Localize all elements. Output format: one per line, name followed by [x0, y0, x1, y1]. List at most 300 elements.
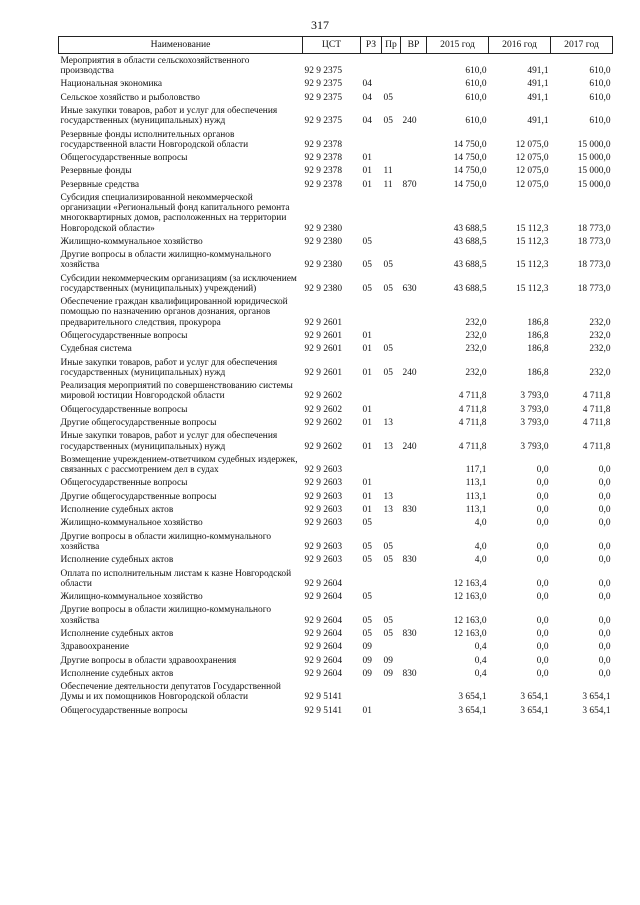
table-row [59, 128, 613, 152]
cell-2016: 491,1 [527, 92, 549, 103]
cell-name: Резервные фонды [60, 166, 132, 177]
table-row [59, 178, 613, 191]
cell-vr: 240 [402, 367, 417, 378]
cell-pr: 13 [383, 505, 393, 516]
cell-2017: 610,0 [589, 116, 611, 127]
cell-pr: 05 [383, 283, 393, 294]
cell-2015: 4,0 [474, 518, 487, 529]
table-row [59, 627, 613, 640]
cell-cst: 92 9 2604 [304, 592, 342, 603]
cell-vr: 630 [402, 283, 417, 294]
table-row [59, 453, 613, 477]
cell-2016: 186,8 [527, 367, 549, 378]
cell-2015: 14 750,0 [453, 153, 487, 164]
cell-2016: 15 112,3 [516, 283, 549, 294]
cell-2015: 43 688,5 [453, 283, 487, 294]
cell-2016: 12 075,0 [515, 166, 549, 177]
cell-2017: 0,0 [598, 505, 611, 516]
cell-rz: 01 [362, 367, 372, 378]
table-row [59, 235, 613, 248]
cell-cst: 92 9 2604 [304, 668, 342, 679]
cell-2016: 3 793,0 [520, 441, 549, 452]
cell-2015: 43 688,5 [453, 223, 487, 234]
cell-2015: 3 654,1 [458, 692, 487, 703]
cell-2015: 14 750,0 [453, 139, 487, 150]
cell-pr: 05 [383, 555, 393, 566]
cell-2016: 0,0 [536, 578, 549, 589]
cell-2016: 0,0 [536, 518, 549, 529]
cell-pr [382, 517, 401, 530]
table-row [59, 296, 613, 330]
cell-name: Исполнение судебных актов [60, 668, 174, 679]
cell-2016: 0,0 [536, 491, 549, 502]
cell-2015: 610,0 [465, 92, 487, 103]
cell-2017: 4 711,8 [582, 404, 611, 415]
table-row [59, 78, 613, 91]
cell-pr: 13 [383, 418, 393, 429]
table-row [59, 192, 613, 236]
cell-2016: 3 654,1 [520, 692, 549, 703]
table-row [59, 567, 613, 591]
cell-vr [401, 235, 427, 248]
cell-2017: 18 773,0 [577, 260, 611, 271]
cell-2016: 12 075,0 [515, 179, 549, 190]
cell-2017: 15 000,0 [577, 179, 611, 190]
cell-name: Другие вопросы в области жилищно-коммунального хозяйства [60, 605, 272, 626]
cell-2017: 0,0 [598, 518, 611, 529]
cell-rz: 05 [362, 615, 372, 626]
cell-2017: 4 711,8 [582, 441, 611, 452]
cell-cst: 92 9 2604 [304, 655, 342, 666]
cell-rz: 05 [362, 283, 372, 294]
cell-pr [382, 296, 401, 330]
cell-rz: 09 [362, 642, 372, 653]
cell-pr: 11 [383, 179, 393, 190]
cell-pr: 05 [383, 116, 393, 127]
cell-vr [401, 704, 427, 717]
cell-2017: 18 773,0 [577, 223, 611, 234]
cell-vr [401, 152, 427, 165]
cell-2017: 3 654,1 [582, 705, 611, 716]
table-row [59, 477, 613, 490]
cell-2017: 0,0 [598, 655, 611, 666]
cell-name: Судебная система [60, 344, 132, 355]
table-row [59, 54, 613, 78]
cell-pr [382, 54, 401, 78]
cell-2017: 18 773,0 [577, 236, 611, 247]
cell-rz: 05 [362, 541, 372, 552]
header-2015: 2015 год [427, 37, 489, 54]
cell-cst: 92 9 2375 [304, 79, 342, 90]
cell-vr [401, 641, 427, 654]
cell-2015: 4 711,8 [458, 391, 487, 402]
table-row [59, 416, 613, 429]
cell-2016: 0,0 [536, 592, 549, 603]
cell-2015: 232,0 [465, 344, 487, 355]
cell-rz: 01 [362, 441, 372, 452]
cell-pr [382, 681, 401, 705]
cell-vr [401, 453, 427, 477]
cell-name: Жилищно-коммунальное хозяйство [60, 592, 203, 603]
table-row [59, 249, 613, 273]
cell-2016: 12 075,0 [515, 153, 549, 164]
table-row [59, 272, 613, 296]
cell-name: Общегосударственные вопросы [60, 705, 188, 716]
table-row [59, 590, 613, 603]
cell-pr [382, 329, 401, 342]
cell-vr [401, 192, 427, 236]
cell-vr: 830 [402, 628, 417, 639]
cell-name: Исполнение судебных актов [60, 628, 174, 639]
table-row [59, 343, 613, 356]
cell-cst: 92 9 2378 [304, 139, 342, 150]
cell-rz [361, 296, 382, 330]
cell-2015: 232,0 [465, 330, 487, 341]
cell-name: Иные закупки товаров, работ и услуг для обеспечения государственных (муниципальных) нужд [60, 431, 278, 452]
cell-2016: 0,0 [536, 465, 549, 476]
cell-2015: 12 163,0 [453, 592, 487, 603]
cell-2015: 4 711,8 [458, 418, 487, 429]
cell-cst: 92 9 2603 [304, 505, 342, 516]
cell-vr: 830 [402, 505, 417, 516]
cell-name: Исполнение судебных актов [60, 555, 174, 566]
table-row [59, 430, 613, 454]
cell-2016: 0,0 [536, 642, 549, 653]
table-row [59, 554, 613, 567]
cell-2015: 12 163,0 [453, 628, 487, 639]
cell-2015: 4 711,8 [458, 404, 487, 415]
cell-pr [382, 192, 401, 236]
cell-2015: 43 688,5 [453, 236, 487, 247]
cell-name: Иные закупки товаров, работ и услуг для обеспечения государственных (муниципальных) нужд [60, 106, 278, 127]
cell-2016: 0,0 [536, 628, 549, 639]
cell-vr [401, 490, 427, 503]
cell-name: Другие вопросы в области жилищно-коммунального хозяйства [60, 250, 272, 271]
cell-cst: 92 9 2380 [304, 260, 342, 271]
cell-name: Исполнение судебных актов [60, 505, 174, 516]
cell-name: Сельское хозяйство и рыболовство [60, 92, 200, 103]
cell-2016: 0,0 [536, 478, 549, 489]
cell-rz: 09 [362, 668, 372, 679]
cell-rz: 01 [362, 344, 372, 355]
cell-vr: 240 [402, 116, 417, 127]
cell-vr: 830 [402, 555, 417, 566]
cell-2016: 186,8 [527, 330, 549, 341]
table-row [59, 165, 613, 178]
cell-name: Возмещение учреждением-ответчиком судебных издержек, связанных с рассмотрением дел в судах [60, 454, 298, 476]
table-row [59, 403, 613, 416]
cell-rz: 01 [362, 179, 372, 190]
cell-2017: 0,0 [598, 628, 611, 639]
cell-2015: 14 750,0 [453, 166, 487, 177]
cell-cst: 92 9 2380 [304, 236, 342, 247]
cell-name: Другие общегосударственные вопросы [60, 418, 217, 429]
cell-vr: 870 [402, 179, 417, 190]
cell-pr: 11 [383, 166, 393, 177]
cell-pr: 13 [383, 491, 393, 502]
cell-2017: 0,0 [598, 465, 611, 476]
cell-2015: 117,1 [465, 465, 487, 476]
table-row [59, 152, 613, 165]
table-row [59, 380, 613, 404]
cell-2017: 0,0 [598, 668, 611, 679]
cell-rz [361, 192, 382, 236]
cell-rz: 05 [362, 260, 372, 271]
cell-vr [401, 343, 427, 356]
cell-2015: 610,0 [465, 66, 487, 77]
cell-2015: 0,4 [474, 655, 487, 666]
table-row [59, 641, 613, 654]
cell-pr [382, 235, 401, 248]
cell-cst: 92 9 2375 [304, 116, 342, 127]
cell-2015: 232,0 [465, 367, 487, 378]
cell-name: Субсидия специализированной некоммерческой организации «Региональный фонд капитального ремонта многоквартирных домов, расположенных на территории Новгородской области» [60, 193, 290, 234]
cell-2016: 0,0 [536, 655, 549, 666]
table-row [59, 105, 613, 129]
header-name: Наименование [59, 37, 303, 54]
cell-vr [401, 567, 427, 591]
cell-2016: 491,1 [527, 79, 549, 90]
cell-cst: 92 9 2601 [304, 330, 342, 341]
cell-pr [382, 704, 401, 717]
cell-vr [401, 329, 427, 342]
table-row [59, 503, 613, 516]
cell-rz [361, 128, 382, 152]
cell-rz: 05 [362, 555, 372, 566]
cell-cst: 92 9 2603 [304, 518, 342, 529]
cell-pr: 05 [383, 628, 393, 639]
cell-name: Резервные средства [60, 179, 140, 190]
cell-2017: 0,0 [598, 615, 611, 626]
cell-rz: 09 [362, 655, 372, 666]
cell-rz [361, 380, 382, 404]
cell-pr [382, 403, 401, 416]
cell-rz: 04 [362, 92, 372, 103]
cell-vr [401, 78, 427, 91]
cell-2015: 113,1 [465, 505, 487, 516]
cell-cst: 92 9 2380 [304, 223, 342, 234]
cell-2016: 15 112,3 [516, 236, 549, 247]
cell-pr: 05 [383, 344, 393, 355]
cell-pr [382, 477, 401, 490]
cell-vr [401, 517, 427, 530]
cell-cst: 92 9 5141 [304, 692, 342, 703]
cell-2015: 0,4 [474, 642, 487, 653]
cell-2015: 232,0 [465, 317, 487, 328]
cell-cst: 92 9 2604 [304, 615, 342, 626]
cell-cst: 92 9 5141 [304, 705, 342, 716]
cell-pr: 09 [383, 668, 393, 679]
cell-name: Другие вопросы в области жилищно-коммунального хозяйства [60, 531, 272, 552]
cell-pr [382, 590, 401, 603]
table-body [59, 54, 613, 718]
cell-rz: 01 [362, 330, 372, 341]
cell-pr [382, 78, 401, 91]
cell-cst: 92 9 2378 [304, 179, 342, 190]
cell-pr: 05 [383, 367, 393, 378]
cell-name: Здравоохранение [60, 642, 129, 653]
cell-vr [401, 165, 427, 178]
cell-2017: 610,0 [589, 66, 611, 77]
cell-2017: 0,0 [598, 491, 611, 502]
cell-2017: 232,0 [589, 317, 611, 328]
cell-2015: 4 711,8 [458, 441, 487, 452]
cell-2016: 186,8 [527, 344, 549, 355]
header-2017: 2017 год [551, 37, 613, 54]
cell-rz: 04 [362, 116, 372, 127]
cell-2015: 3 654,1 [458, 705, 487, 716]
header-pr: Пр [382, 37, 401, 54]
cell-cst: 92 9 2602 [304, 404, 342, 415]
cell-vr [401, 681, 427, 705]
cell-2016: 491,1 [527, 66, 549, 77]
cell-2015: 14 750,0 [453, 179, 487, 190]
cell-pr: 13 [383, 441, 393, 452]
cell-cst: 92 9 2603 [304, 465, 342, 476]
cell-name: Иные закупки товаров, работ и услуг для обеспечения государственных (муниципальных) нужд [60, 357, 278, 378]
table-row [59, 530, 613, 554]
table-header [59, 37, 613, 54]
cell-vr [401, 403, 427, 416]
cell-name: Резервные фонды исполнительных органов государственной власти Новгородской области [60, 129, 249, 150]
cell-name: Другие вопросы в области здравоохранения [60, 655, 237, 666]
cell-rz: 05 [362, 518, 372, 529]
cell-pr: 05 [383, 541, 393, 552]
header-vr: ВР [401, 37, 427, 54]
cell-vr [401, 604, 427, 628]
cell-2016: 491,1 [527, 116, 549, 127]
cell-vr [401, 249, 427, 273]
cell-cst: 92 9 2378 [304, 153, 342, 164]
cell-2017: 232,0 [589, 344, 611, 355]
cell-cst: 92 9 2375 [304, 92, 342, 103]
cell-pr [382, 567, 401, 591]
cell-pr: 05 [383, 615, 393, 626]
cell-cst: 92 9 2603 [304, 555, 342, 566]
cell-cst: 92 9 2604 [304, 642, 342, 653]
cell-rz: 05 [362, 628, 372, 639]
table-row [59, 91, 613, 104]
cell-2015: 12 163,0 [453, 615, 487, 626]
cell-name: Общегосударственные вопросы [60, 404, 188, 415]
table-row [59, 490, 613, 503]
cell-name: Жилищно-коммунальное хозяйство [60, 236, 203, 247]
cell-2016: 0,0 [536, 541, 549, 552]
cell-rz: 01 [362, 166, 372, 177]
cell-rz: 01 [362, 404, 372, 415]
cell-name: Обеспечение деятельности депутатов Государственной Думы и их помощников Новгородской области [60, 682, 281, 703]
cell-2017: 610,0 [589, 79, 611, 90]
header-cst: ЦСТ [303, 37, 361, 54]
table-row [59, 329, 613, 342]
cell-cst: 92 9 2603 [304, 478, 342, 489]
cell-pr [382, 641, 401, 654]
cell-2016: 12 075,0 [515, 139, 549, 150]
table-row [59, 704, 613, 717]
cell-2016: 0,0 [536, 615, 549, 626]
cell-cst: 92 9 2604 [304, 628, 342, 639]
cell-name: Общегосударственные вопросы [60, 478, 188, 489]
cell-vr [401, 91, 427, 104]
cell-cst: 92 9 2378 [304, 166, 342, 177]
cell-2016: 186,8 [527, 317, 549, 328]
cell-vr [401, 416, 427, 429]
cell-2016: 0,0 [536, 505, 549, 516]
cell-vr: 830 [402, 668, 417, 679]
cell-name: Жилищно-коммунальное хозяйство [60, 518, 203, 529]
cell-2016: 15 112,3 [516, 260, 549, 271]
cell-vr [401, 128, 427, 152]
cell-2017: 15 000,0 [577, 139, 611, 150]
cell-2017: 15 000,0 [577, 153, 611, 164]
cell-2017: 4 711,8 [582, 391, 611, 402]
cell-2017: 15 000,0 [577, 166, 611, 177]
cell-pr [382, 380, 401, 404]
cell-2016: 3 793,0 [520, 404, 549, 415]
cell-pr [382, 152, 401, 165]
table-row [59, 654, 613, 667]
cell-2015: 4,0 [474, 541, 487, 552]
cell-2017: 4 711,8 [582, 418, 611, 429]
cell-name: Мероприятия в области сельскохозяйственного производства [60, 55, 250, 77]
cell-rz: 01 [362, 153, 372, 164]
table-row [59, 356, 613, 380]
cell-name: Другие общегосударственные вопросы [60, 491, 217, 502]
table-row [59, 681, 613, 705]
cell-cst: 92 9 2601 [304, 367, 342, 378]
cell-rz: 01 [362, 418, 372, 429]
cell-cst: 92 9 2603 [304, 491, 342, 502]
cell-name: Общегосударственные вопросы [60, 153, 188, 164]
cell-2017: 3 654,1 [582, 692, 611, 703]
cell-name: Реализация мероприятий по совершенствованию системы мировой юстиции Новгородской области [60, 381, 293, 402]
cell-2017: 0,0 [598, 555, 611, 566]
cell-cst: 92 9 2601 [304, 344, 342, 355]
cell-name: Субсидии некоммерческим организациям (за исключением государственных (муниципальных) учреждений) [60, 273, 297, 294]
cell-2017: 610,0 [589, 92, 611, 103]
cell-2017: 232,0 [589, 330, 611, 341]
table-row [59, 604, 613, 628]
cell-2016: 0,0 [536, 555, 549, 566]
cell-rz [361, 54, 382, 78]
page-number: 317 [311, 18, 329, 32]
cell-name: Национальная экономика [60, 79, 163, 90]
cell-2015: 610,0 [465, 79, 487, 90]
cell-cst: 92 9 2602 [304, 418, 342, 429]
cell-2017: 0,0 [598, 541, 611, 552]
cell-rz: 05 [362, 236, 372, 247]
cell-name: Обеспечение граждан квалифицированной юридической помощью по назначению органов дознания, органов предварительного следствия, прокурора [60, 297, 288, 328]
cell-2017: 0,0 [598, 592, 611, 603]
cell-2015: 610,0 [465, 116, 487, 127]
cell-pr: 05 [383, 260, 393, 271]
header-rz: РЗ [361, 37, 382, 54]
cell-2017: 0,0 [598, 578, 611, 589]
cell-vr [401, 530, 427, 554]
cell-2016: 3 793,0 [520, 418, 549, 429]
cell-vr [401, 477, 427, 490]
cell-2015: 113,1 [465, 491, 487, 502]
cell-cst: 92 9 2375 [304, 66, 342, 77]
header-2016: 2016 год [489, 37, 551, 54]
cell-2016: 0,0 [536, 668, 549, 679]
cell-rz: 01 [362, 491, 372, 502]
cell-vr [401, 380, 427, 404]
cell-cst: 92 9 2601 [304, 317, 342, 328]
cell-2016: 15 112,3 [516, 223, 549, 234]
cell-2015: 43 688,5 [453, 260, 487, 271]
table-row [59, 667, 613, 680]
